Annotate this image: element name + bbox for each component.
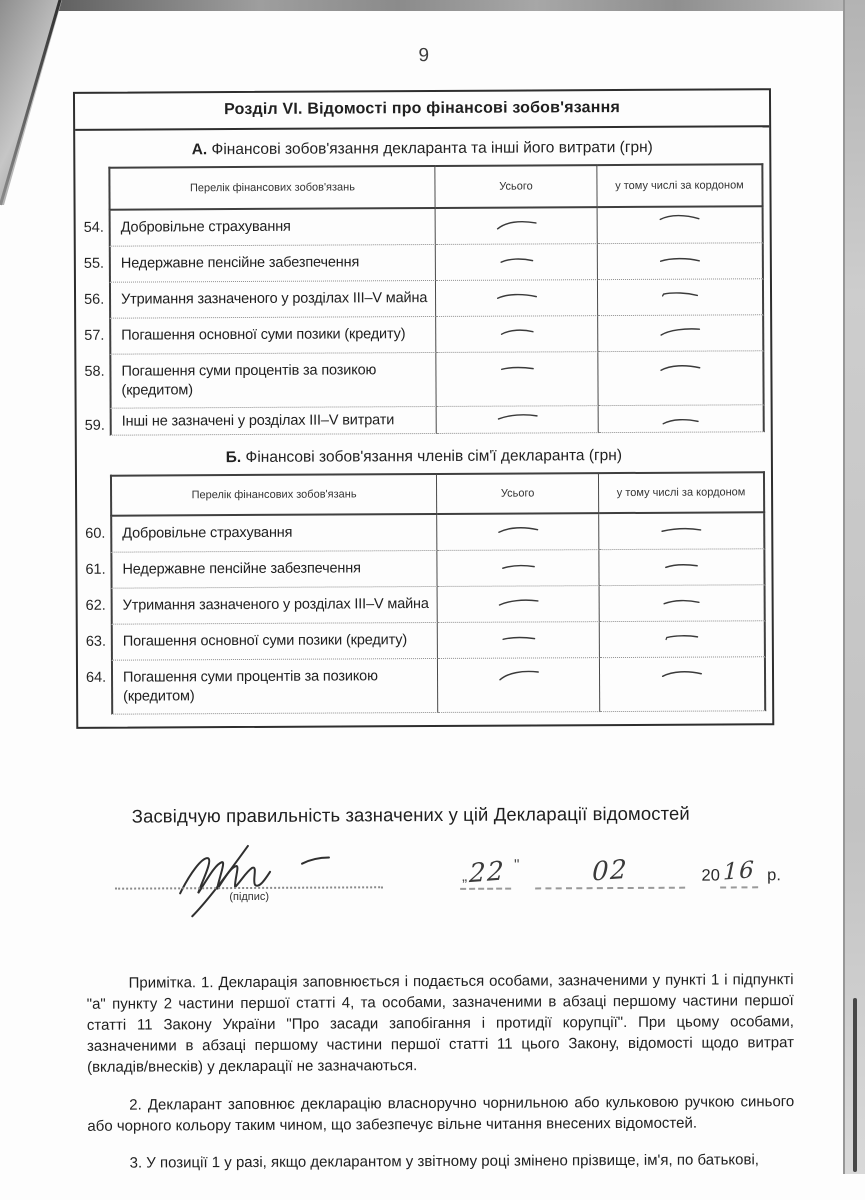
row-number: 62. — [85, 597, 106, 614]
value-total — [437, 550, 599, 587]
column-header-abroad: у тому числі за кордоном — [597, 163, 763, 208]
handwritten-dash-icon — [499, 325, 535, 339]
table-row — [76, 351, 770, 409]
handwritten-dash-icon — [500, 559, 536, 573]
column-header-abroad: у тому числі за кордоном — [599, 471, 765, 514]
part-a-letter: А. — [191, 141, 208, 159]
section-vi-box — [73, 88, 774, 729]
handwritten-dash-icon — [660, 666, 704, 680]
handwritten-day: 22 — [468, 856, 506, 890]
handwritten-dash-icon — [658, 360, 702, 374]
value-total — [436, 316, 598, 353]
handwritten-dash-icon — [496, 594, 541, 610]
year-handwritten-box — [720, 857, 758, 888]
row-number: 61. — [85, 561, 106, 578]
value-abroad — [599, 513, 765, 550]
value-total — [436, 280, 598, 317]
obligation-label: Інші не зазначені у розділах III–V витрати — [110, 407, 437, 436]
value-total — [437, 406, 599, 434]
value-abroad — [599, 405, 765, 433]
handwritten-dash-icon — [657, 210, 701, 224]
handwritten-dash-icon — [496, 666, 541, 682]
obligation-label: Недержавне пенсійне забезпечення — [109, 245, 436, 283]
part-b-heading-text: Фінансові зобов'язання членів сім'ї декларанта (грн) — [245, 447, 623, 466]
column-header-list: Перелік фінансових зобов'язань — [108, 165, 435, 211]
value-abroad — [598, 351, 764, 406]
part-a-heading-text: Фінансові зобов'язання декларанта та інші його витрати (грн) — [211, 138, 653, 159]
page-number: 9 — [418, 45, 430, 67]
table-a-header — [75, 163, 769, 211]
table-row — [76, 279, 770, 319]
table-row — [78, 585, 772, 625]
part-b-heading — [77, 446, 771, 468]
value-abroad — [600, 657, 766, 712]
open-quote: „ — [462, 867, 468, 885]
note-paragraph-1: Примітка. 1. Декларація заповнюється і подається особами, зазначеними у пункті 1 і підпункті "а" пункту 2 частини першої статті 4, та особами, зазначеними в абзаці першому частини першої статті 11 Закону України "Про засади запобігання і протидії корупції". При цьому особами, зазначеними в абзаці першому частини першої статті 11 цього Закону, відомості щодо витрат (вкладів/внесків) у декларації не зазначаються. — [86, 971, 794, 1076]
table-row — [77, 405, 771, 436]
date-line — [460, 848, 781, 890]
handwritten-dash-icon — [658, 251, 703, 267]
table-row — [76, 315, 770, 355]
handwritten-signature-icon — [152, 836, 402, 919]
section-title: Розділ VI. Відомості про фінансові зобов'язання — [75, 90, 769, 131]
value-abroad — [598, 243, 764, 280]
value-total — [436, 352, 598, 407]
table-row — [77, 513, 771, 553]
handwritten-dash-icon — [494, 289, 538, 303]
row-number: 59. — [84, 417, 105, 434]
notes-block — [87, 969, 795, 1174]
gutter — [77, 475, 110, 517]
table-row — [78, 657, 772, 715]
obligation-label: Погашення основної суми позики (кредиту) — [109, 317, 436, 355]
table-row — [77, 549, 771, 589]
value-total — [436, 208, 598, 245]
column-header-total: Усього — [435, 164, 597, 209]
value-abroad — [598, 315, 764, 352]
value-abroad — [599, 549, 765, 586]
part-a-heading — [75, 138, 769, 160]
value-abroad — [598, 279, 764, 316]
handwritten-dash-icon — [500, 631, 536, 645]
part-b-letter: Б. — [225, 449, 242, 467]
certification-statement: Засвідчую правильність зазначених у цій Декларації відомостей — [131, 802, 690, 827]
handwritten-dash-icon — [659, 521, 704, 537]
obligation-label: Погашення суми процентів за позикою (кредитом) — [109, 353, 436, 409]
handwritten-dash-icon — [664, 630, 700, 644]
obligation-label: Добровільне страхування — [110, 515, 437, 553]
obligation-label: Погашення суми процентів за позикою (кредитом) — [111, 659, 438, 715]
handwritten-dash-icon — [661, 593, 701, 609]
obligation-label: Недержавне пенсійне забезпечення — [110, 551, 437, 589]
signature-caption: (підпис) — [229, 890, 270, 904]
value-total — [438, 658, 600, 713]
note-paragraph-3: 3. У позиції 1 у разі, якщо декларантом у звітному році змінено прізвище, ім'я, по батькові, — [129, 1151, 759, 1172]
row-number: 57. — [84, 327, 105, 344]
value-total — [437, 514, 599, 551]
column-header-total: Усього — [437, 472, 599, 515]
date-month-field — [535, 854, 685, 890]
close-quote: " — [514, 856, 520, 874]
row-number: 64. — [85, 669, 107, 686]
handwritten-dash-icon — [660, 287, 700, 303]
obligation-label: Добровільне страхування — [109, 209, 436, 247]
year-suffix: р. — [767, 866, 781, 885]
handwritten-dash-icon — [496, 523, 540, 537]
obligation-label: Погашення основної суми позики (кредиту) — [111, 623, 438, 661]
row-number: 55. — [83, 255, 105, 272]
handwritten-year: 16 — [722, 857, 756, 886]
row-number: 58. — [84, 363, 105, 380]
gutter — [75, 167, 108, 211]
handwritten-dash-icon — [661, 413, 701, 429]
row-number: 54. — [83, 219, 104, 236]
table-b-header — [77, 471, 771, 517]
value-total — [438, 622, 600, 659]
date-year-field — [701, 857, 781, 888]
table-row — [76, 207, 770, 247]
table-row — [76, 243, 770, 283]
handwritten-dash-icon — [494, 216, 539, 232]
value-abroad — [600, 621, 766, 658]
handwritten-dash-icon — [499, 361, 535, 375]
row-number: 56. — [84, 291, 105, 308]
table-row — [78, 621, 772, 661]
handwritten-dash-icon — [658, 323, 703, 339]
handwritten-dash-icon — [663, 558, 699, 572]
value-total — [438, 586, 600, 623]
handwritten-dash-icon — [495, 408, 540, 424]
row-number: 63. — [85, 633, 107, 650]
note-paragraph-2: 2. Декларант заповнює декларацію власноручно чорнильною або кульковою ручкою синього або чорного кольору таким чином, що забезпечує вільне читання внесених відомостей. — [87, 1093, 795, 1135]
column-header-list: Перелік фінансових зобов'язань — [110, 473, 437, 517]
row-number: 60. — [85, 525, 106, 542]
value-total — [436, 244, 598, 281]
obligation-label: Утримання зазначеного у розділах III–V майна — [111, 587, 438, 625]
year-century: 20 — [701, 866, 720, 885]
handwritten-dash-icon — [498, 253, 534, 267]
date-day-field — [460, 856, 511, 890]
value-abroad — [600, 585, 766, 622]
obligation-label: Утримання зазначеного у розділах III–V майна — [109, 281, 436, 319]
handwritten-month: 02 — [592, 854, 629, 888]
value-abroad — [598, 207, 764, 244]
